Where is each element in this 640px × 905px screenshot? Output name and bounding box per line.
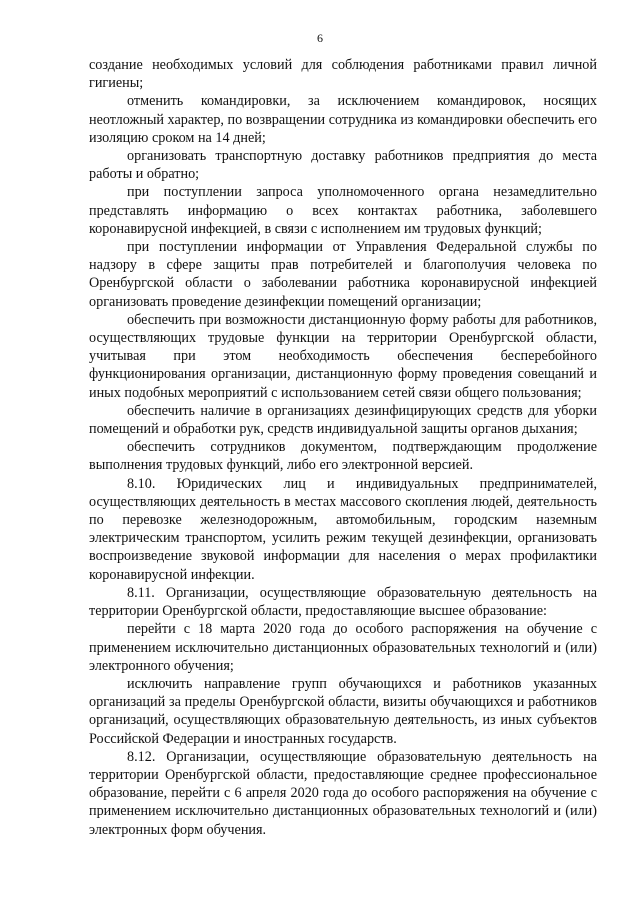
paragraph: организовать транспортную доставку работников предприятия до места работы и обратно; (89, 148, 597, 183)
paragraph: создание необходимых условий для соблюдения работниками правил личной гигиены; (89, 57, 597, 92)
paragraph: отменить командировки, за исключением командировок, носящих неотложный характер, по возвращении сотрудника из командировки обеспечить его изоляцию сроком на 14 дней; (89, 93, 597, 146)
section-8-10: 8.10. Юридических лиц и индивидуальных предпринимателей, осуществляющих деятельность в местах массового скопления людей, деятельность по перевозке железнодорожным, автомобильным, городским наземным электрическим транспортом, усилить режим текущей дезинфекции, организовать воспроизведение звуковой информации для населения о мерах профилактики коронавирусной инфекции. (89, 475, 597, 583)
document-body (89, 56, 597, 839)
paragraph: обеспечить наличие в организациях дезинфицирующих средств для уборки помещений и обработки рук, средств индивидуальной защиты органов дыхания; (89, 402, 597, 438)
paragraph: обеспечить при возможности дистанционную форму работы для работников, осуществляющих трудовые функции на территории Оренбургской области, учитывая при этом необходимость обеспечения бесперебойного функционирования организации, дистанционную форму проведения совещаний и иных подобных мероприятий с использованием сетей связи общего пользования; (89, 311, 597, 401)
section-8-11: 8.11. Организации, осуществляющие образовательную деятельность на территории Оренбургской области, предоставляющие высшее образование: (89, 584, 597, 620)
section-8-12: 8.12. Организации, осуществляющие образовательную деятельность на территории Оренбургской области, предоставляющие среднее профессиональное образование, перейти с 6 апреля 2020 года до особого распоряжения на обучение с применением исключительно дистанционных образовательных технологий и (или) электронных форм обучения. (89, 748, 597, 838)
paragraph: при поступлении информации от Управления Федеральной службы по надзору в сфере защиты прав потребителей и благополучия человека по Оренбургской области о заболевании работника коронавирусной инфекцией организовать проведение дезинфекции помещений организации; (89, 239, 597, 310)
paragraph: обеспечить сотрудников документом, подтверждающим продолжение выполнения трудовых функций, либо его электронной версией. (89, 439, 597, 474)
paragraph: при поступлении запроса уполномоченного органа незамедлительно представлять информацию о всех контактах работника, заболевшего коронавирусной инфекцией, в связи с исполнением им трудовых функций; (89, 184, 597, 237)
paragraph: перейти с 18 марта 2020 года до особого распоряжения на обучение с применением исключительно дистанционных образовательных технологий и (или) электронного обучения; (89, 621, 597, 674)
page-number: 6 (317, 31, 323, 45)
paragraph: исключить направление групп обучающихся и работников указанных организаций за пределы Оренбургской области, визиты обучающихся и работников организаций, осуществляющих образовательную деятельность, из иных субъектов Российской Федерации и иностранных государств. (89, 675, 597, 747)
